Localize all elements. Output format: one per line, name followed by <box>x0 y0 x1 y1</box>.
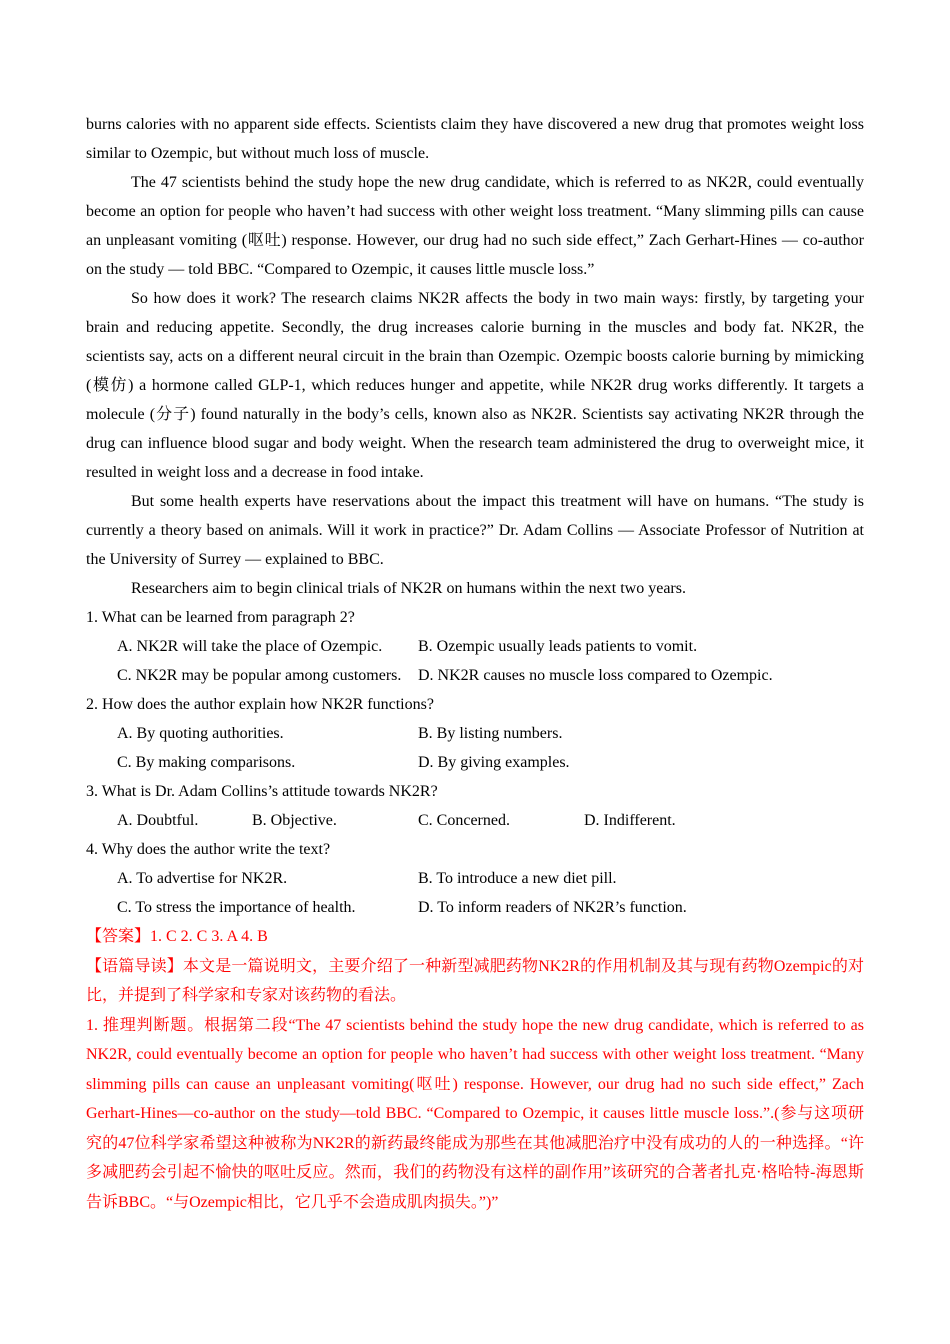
question-3-options-row <box>86 806 864 835</box>
question-3-option-b: B. Objective. <box>252 812 337 829</box>
question-2-option-b: B. By listing numbers. <box>418 725 563 742</box>
question-1-option-b: B. Ozempic usually leads patients to vomit. <box>418 638 698 655</box>
question-4-options-row-2 <box>86 893 864 922</box>
question-1-option-d: D. NK2R causes no muscle loss compared to Ozempic. <box>418 667 773 684</box>
question-1-explanation: 1. 推理判断题。根据第二段“The 47 scientists behind the study hope the new drug candidate, which is referred to as NK2R, could eventually become an option for people who haven’t had success with other weight loss treatment. “Many slimming pills can cause an unpleasant vomiting(呕吐) response. However, our drug had no such side effect,” Zach Gerhart-Hines—co-author on the study—told BBC. “Compared to Ozempic, it causes little muscle loss.”.(参与这项研究的47位科学家希望这种被称为NK2R的新药最终能成为那些在其他减肥治疗中没有成功的人的一种选择。“许多减肥药会引起不愉快的呕吐反应。然而，我们的药物没有这样的副作用”该研究的合著者扎克·格哈特-海恩斯告诉BBC。“与Ozempic相比，它几乎不会造成肌肉损失。”)” <box>86 1016 864 1211</box>
question-4-option-a: A. To advertise for NK2R. <box>117 870 288 887</box>
passage-guide: 【语篇导读】本文是一篇说明文，主要介绍了一种新型减肥药物NK2R的作用机制及其与现有药物Ozempic的对比，并提到了科学家和专家对该药物的看法。 <box>86 957 864 1004</box>
question-4-stem: 4. Why does the author write the text? <box>86 841 331 858</box>
answer-analysis-section <box>86 922 864 1217</box>
question-1-options-row-1 <box>86 632 864 661</box>
question-4-option-c: C. To stress the importance of health. <box>117 899 356 916</box>
document-page <box>86 110 864 1217</box>
question-3-option-c: C. Concerned. <box>418 812 510 829</box>
question-3-option-d: D. Indifferent. <box>584 812 676 829</box>
question-4-option-b: B. To introduce a new diet pill. <box>418 870 617 887</box>
answer-key: 【答案】1. C 2. C 3. A 4. B <box>86 928 268 945</box>
passage-paragraph-3: So how does it work? The research claims NK2R affects the body in two main ways: firstly, by targeting your brain and reducing appetite. Secondly, the drug increases calorie burning in the muscles and body fat. NK2R, the scientists say, acts on a different neural circuit in the brain than Ozempic. Ozempic boosts calorie burning by mimicking (模仿) a hormone called GLP-1, which reduces hunger and appetite, while NK2R drug works differently. It targets a molecule (分子) found naturally in the body’s cells, known also as NK2R. Scientists say activating NK2R through the drug can influence blood sugar and body weight. When the research team administered the drug to overweight mice, it resulted in weight loss and a decrease in food intake. <box>86 290 864 481</box>
question-1-option-c: C. NK2R may be popular among customers. <box>117 667 402 684</box>
passage-paragraph-2: The 47 scientists behind the study hope the new drug candidate, which is referred to as NK2R, could eventually become an option for people who haven’t had success with other weight loss treatment. “Many slimming pills can cause an unpleasant vomiting (呕吐) response. However, our drug had no such side effect,” Zach Gerhart-Hines — co-author on the study — told BBC. “Compared to Ozempic, it causes little muscle loss.” <box>86 174 864 278</box>
passage-paragraph-1-continued: burns calories with no apparent side effects. Scientists claim they have discovered a new drug that promotes weight loss similar to Ozempic, but without much loss of muscle. <box>86 116 864 162</box>
question-2-options-row-2 <box>86 748 864 777</box>
question-3-option-a: A. Doubtful. <box>117 812 199 829</box>
question-1-options-row-2 <box>86 661 864 690</box>
question-4-options-row-1 <box>86 864 864 893</box>
question-4-option-d: D. To inform readers of NK2R’s function. <box>418 899 687 916</box>
passage-paragraph-5: Researchers aim to begin clinical trials of NK2R on humans within the next two years. <box>131 580 686 597</box>
question-2-option-a: A. By quoting authorities. <box>117 725 284 742</box>
question-2-stem: 2. How does the author explain how NK2R functions? <box>86 696 434 713</box>
passage-paragraph-4: But some health experts have reservations about the impact this treatment will have on humans. “The study is currently a theory based on animals. Will it work in practice?” Dr. Adam Collins — Associate Professor of Nutrition at the University of Surrey — explained to BBC. <box>86 493 864 568</box>
question-1-stem: 1. What can be learned from paragraph 2? <box>86 609 355 626</box>
question-1-option-a: A. NK2R will take the place of Ozempic. <box>117 638 383 655</box>
question-3-stem: 3. What is Dr. Adam Collins’s attitude towards NK2R? <box>86 783 438 800</box>
question-2-options-row-1 <box>86 719 864 748</box>
question-2-option-c: C. By making comparisons. <box>117 754 296 771</box>
question-2-option-d: D. By giving examples. <box>418 754 570 771</box>
